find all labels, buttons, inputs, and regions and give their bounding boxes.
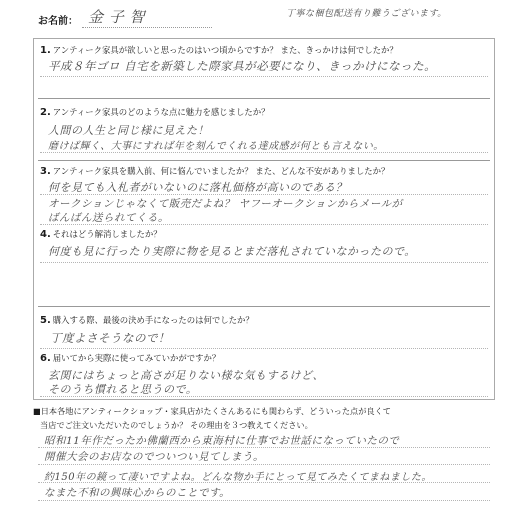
answer-6-line-2: そのうち慣れると思うので。 [48,383,198,396]
question-1-text: アンティーク家具が欲しいと思ったのはいつ頃からですか？ また、きっかけは何でしたか？ [52,45,398,55]
question-5-text: 購入する際、最後の決め手になったのは何でしたか？ [52,315,254,325]
question-1-number: 1. [40,45,51,56]
answer-2-rule [40,152,488,153]
question-2-number: 2. [40,107,51,118]
name-underline [82,27,212,28]
answer-5-rule [40,348,488,349]
answer-2-line-2: 磨けば輝く、大事にすれば年を刻んでくれる達成感が何とも言えない。 [48,141,384,152]
final-rule-4 [38,500,490,501]
final-question-line-2: 当店でご注文いただいたのでしょうか？ その理由を３つ教えてください。 [40,420,313,430]
question-1 [40,44,398,56]
question-2-text: アンティーク家具のどのような点に魅力を感じましたか？ [52,107,270,117]
final-rule-3 [38,482,490,483]
name-value: 金 子 智 [88,8,146,26]
question-6 [40,352,220,364]
handwritten-note: 丁寧な梱包配送有り難うございます。 [286,9,447,19]
question-5-number: 5. [40,315,51,326]
final-answer-line-2: 開催大会のお店なのでついつい見てしまう。 [44,451,264,463]
answer-2-line-1: 人間の人生と同じ様に見えた！ [48,124,209,137]
divider-4 [38,306,490,307]
question-4-number: 4. [40,229,51,240]
answer-6-line-1: 玄関にはちょっと高さが足りない様な気もするけど、 [48,369,324,382]
final-answer-line-1: 昭和11年作だったか佛蘭西から東海村に仕事でお世話になっていたので [44,435,400,447]
question-3-text: アンティーク家具を購入前、何に悩んでいましたか？ また、どんな不安がありましたか？ [52,166,390,176]
answer-3-rule-2 [40,224,488,225]
answer-3-rule-1 [40,194,488,195]
question-4 [40,228,162,240]
final-answer-line-3: 約150年の鏡って凄いですよね。どんな物か手にとって見てみたくてまねました。 [44,472,432,483]
final-rule-2 [38,464,490,465]
divider-1 [38,98,490,99]
answer-6-rule [40,396,488,397]
question-2 [40,106,270,118]
final-answer-line-4: なまた不和の興味心からのことです。 [44,487,231,499]
answer-3-line-1: 何を見ても入札者がいないのに落札価格が高いのである？ [48,181,347,194]
question-5 [40,314,254,326]
question-3-number: 3. [40,166,51,177]
answer-3-line-3: ばんばん送られてくる。 [48,212,169,224]
answer-4-line-1: 何度も見に行ったり実際に物を見るとまだ落札されていなかったので。 [48,245,416,258]
question-4-text: それはどう解消しましたか？ [52,229,162,239]
question-6-number: 6. [40,353,51,364]
question-6-text: 届いてから実際に使ってみていかがですか？ [52,353,221,363]
question-3 [40,165,389,177]
answer-5-line-1: 丁度よさそうなので！ [50,331,170,345]
answer-3-line-2: オークションじゃなくて販売だよね？ ヤフーオークションからメールが [48,198,403,210]
answer-1-line-1: 平成８年ゴロ 自宅を新築した際家具が必要になり、きっかけになった。 [48,59,437,73]
final-question-line-1: ■日本各地にアンティークショップ・家具店がたくさんあるにも関わらず、どういった点が良くて [33,406,391,416]
answer-1-rule [40,76,488,77]
name-label: お名前： [38,16,78,27]
final-rule-1 [38,447,490,448]
answer-4-rule [40,262,488,263]
divider-2 [38,160,490,161]
